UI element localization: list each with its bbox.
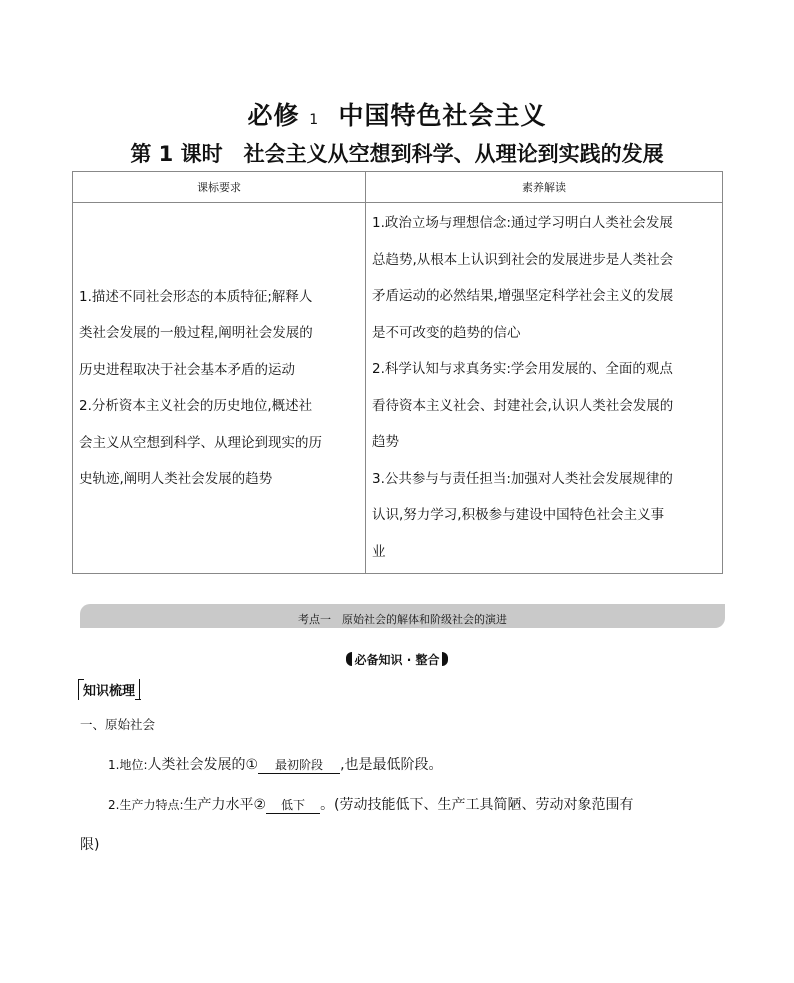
pill-label: 必备知识 · 整合 <box>354 653 440 667</box>
title-prefix: 必修 <box>247 101 300 130</box>
pill-left-cap <box>346 652 352 666</box>
standard-line: 历史进程取决于社会基本矛盾的运动 <box>79 361 295 378</box>
requirements-table <box>72 171 723 574</box>
section-heading: 一、原始社会 <box>80 717 156 732</box>
standard-line: 史轨迹,阐明人类社会发展的趋势 <box>79 471 273 487</box>
title-number: 1 <box>309 112 320 128</box>
literacy-line: 矛盾运动的必然结果,增强坚定科学社会主义的发展 <box>372 288 674 304</box>
item-productivity-label: 2.生产力特点: <box>108 798 184 812</box>
literacy-line: 2.科学认知与求真务实:学会用发展的、全面的观点 <box>372 361 673 377</box>
title-text: 中国特色社会主义 <box>338 101 547 130</box>
answer-blank-2: 低下 <box>266 798 320 814</box>
literacy-line: 趋势 <box>372 434 399 450</box>
literacy-line: 总趋势,从根本上认识到社会的发展进步是人类社会 <box>372 251 674 268</box>
page-title <box>0 96 794 132</box>
item-status-text-b: ,也是最低阶段。 <box>340 757 443 773</box>
knowledge-box-label: 知识梳理 <box>78 679 140 700</box>
literacy-line: 3.公共参与与责任担当:加强对人类社会发展规律的 <box>372 470 673 487</box>
essential-knowledge-tag <box>0 651 794 668</box>
standard-cell <box>73 203 366 574</box>
pill-right-cap <box>442 652 448 666</box>
item-productivity-text-b: 。(劳动技能低下、生产工具简陋、劳动对象范围有 <box>320 797 634 813</box>
item-productivity-continuation: 限) <box>80 837 100 853</box>
item-productivity <box>108 794 634 814</box>
header-literacy: 素养解读 <box>366 172 723 203</box>
standard-line: 1.描述不同社会形态的本质特征;解释人 <box>79 288 313 305</box>
header-standard: 课标要求 <box>73 172 366 203</box>
literacy-line: 认识,努力学习,积极参与建设中国特色社会主义事 <box>372 507 665 523</box>
item-status <box>108 754 443 774</box>
literacy-line: 是不可改变的趋势的信心 <box>372 324 521 341</box>
topic-band-title: 考点一 原始社会的解体和阶级社会的演进 <box>298 613 507 626</box>
literacy-line: 1.政治立场与理想信念:通过学习明白人类社会发展 <box>372 215 673 231</box>
literacy-line: 看待资本主义社会、封建社会,认识人类社会发展的 <box>372 397 674 414</box>
literacy-line: 业 <box>372 543 386 560</box>
answer-blank-1: 最初阶段 <box>258 758 340 774</box>
standard-line: 类社会发展的一般过程,阐明社会发展的 <box>79 325 313 341</box>
lesson-subtitle: 第 1 课时 社会主义从空想到科学、从理论到实践的发展 <box>130 142 664 166</box>
item-productivity-text-a: 生产力水平② <box>183 797 267 813</box>
standard-line: 2.分析资本主义社会的历史地位,概述社 <box>79 398 313 414</box>
standard-line: 会主义从空想到科学、从理论到现实的历 <box>79 434 322 451</box>
item-status-text-a: 人类社会发展的① <box>147 757 259 773</box>
item-status-label: 1.地位: <box>108 758 148 772</box>
literacy-cell <box>366 203 723 574</box>
